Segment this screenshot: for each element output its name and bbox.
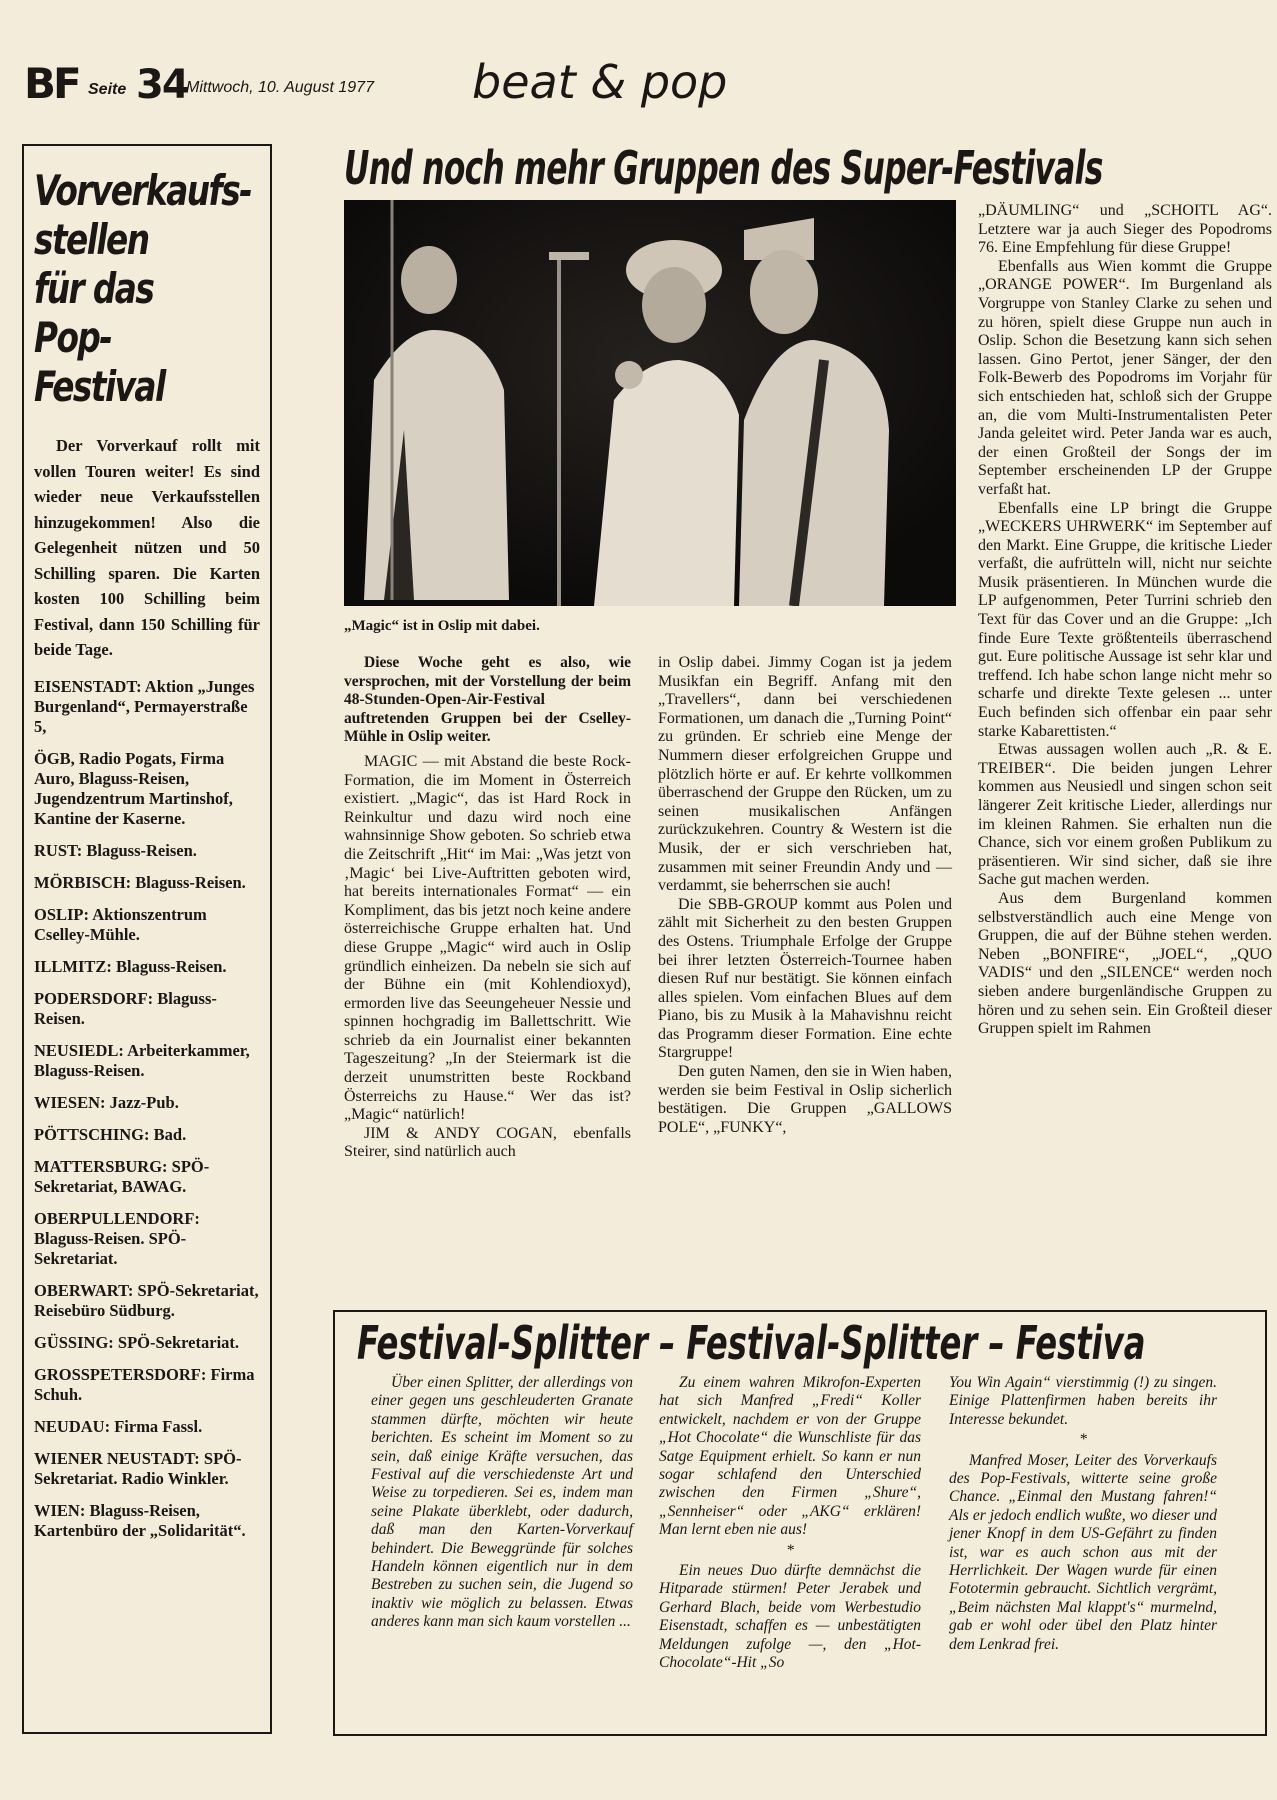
article-paragraph: in Oslip dabei. Jimmy Cogan ist ja jedem Musikfan ein Begriff. Anfang mit den „Travellers“, dann bei verschiedenen Formationen, um danach die „Turning Point“ zu gründen. Er schrieb eine Menge der Nummern dieser erfolgreichen Gruppe und plötzlich hörte er auf. Er kehrte vollkommen überraschend der Gruppe den Rücken, um zu seinen musikalischen Anfängen zurückzukehren. Country & Western ist die Musik, der er sich verschrieben hat, zusammen mit seiner Freundin Andy und — verdammt, sie beherrschen sie auch! xyxy=(658,654,952,895)
splitter-paragraph: Manfred Moser, Leiter des Vorverkaufs des Pop-Festivals, witterte seine große Chance. „Einmal den Mustang fahren!“ Als er jedoch endlich wußte, wo dieser und jener Knopf in dem US-Gefährt zu finden ist, war es auch schon aus mit der Herrlichkeit. Der Wagen wurde für einen Fototermin gebraucht. Sichtlich vergrämt, „Beim nächsten Mal klappt's“ murmelnd, gab er wohl oder übel den Platz hinter dem Lenkrad frei. xyxy=(949,1451,1217,1653)
sidebar-title xyxy=(34,166,260,411)
section-title: beat & pop xyxy=(472,55,728,109)
article-column-2 xyxy=(658,654,952,1137)
article-paragraph: „DÄUMLING“ und „SCHOITL AG“. Letztere war ja auch Sieger des Popodroms 76. Eine Empfehlung für diese Gruppe! xyxy=(978,202,1272,257)
sidebar-intro: Der Vorverkauf rollt mit vollen Touren weiter! Es sind wieder neue Verkaufsstellen hinzugekommen! Also die Gelegenheit nützen und 50 Schilling sparen. Die Karten kosten 100 Schilling beim Festival, dann 150 Schilling für beide Tage. xyxy=(34,436,260,659)
splitter-headline: Festival-Splitter – Festival-Splitter – Festiva xyxy=(357,1316,1146,1370)
photo-caption: „Magic“ ist in Oslip mit dabei. xyxy=(344,618,540,634)
sidebar-entries xyxy=(34,677,260,1541)
festival-splitter-box xyxy=(333,1310,1267,1736)
newspaper-logo: BF xyxy=(24,59,79,108)
article-paragraph: Aus dem Burgenland kommen selbstverständlich auch eine Menge von Gruppen, die auf der Bühne stehen werden. Neben „BONFIRE“, „JOEL“, „QUO VADIS“ und den „SILENCE“ werden noch sieben andere burgenländische Gruppen zu hören und zu sehen sein. Ein Großteil dieser Gruppen spielt im Rahmen xyxy=(978,889,1272,1038)
sales-point: WIENER NEUSTADT: SPÖ-Sekretariat. Radio Winkler. xyxy=(34,1448,242,1488)
sales-point: EISENSTADT: Aktion „Junges Burgenland“, Permayerstraße 5, xyxy=(34,676,255,736)
band-photo xyxy=(344,200,956,606)
sales-point: ILLMITZ: Blaguss-Reisen. xyxy=(34,956,227,976)
article-paragraph: Ebenfalls aus Wien kommt die Gruppe „ORANGE POWER“. Im Burgenland als Vorgruppe von Stanley Clarke zu sehen und zu hören, spielt diese Gruppe nun auch in Oslip. Schon die Besetzung kann sich sehen lassen. Gino Pertot, jener Sänger, der den Folk-Bewerb des Popodroms im Vorjahr für sich entschieden hat, schloß sich der Gruppe an, die vom Multi-Instrumentalisten Peter Janda geleitet wird. Peter Janda war es auch, der einen Großteil der Songs der im September erscheinenden LP der Gruppe verfaßt hat. xyxy=(978,257,1272,498)
sales-point: NEUDAU: Firma Fassl. xyxy=(34,1416,203,1436)
page-number: 34 xyxy=(136,62,188,108)
sales-point: GROSSPETERSDORF: Firma Schuh. xyxy=(34,1364,255,1404)
sidebar-title-line: stellen xyxy=(34,215,149,264)
sales-point: OBERWART: SPÖ-Sekretariat, Reisebüro Südburg. xyxy=(34,1280,259,1320)
splitter-column-3 xyxy=(949,1374,1217,1654)
sales-point: MÖRBISCH: Blaguss-Reisen. xyxy=(34,872,246,892)
sales-point: OSLIP: Aktionszentrum Cselley-Mühle. xyxy=(34,904,207,944)
masthead xyxy=(24,55,1104,112)
article-paragraph: MAGIC — mit Abstand die beste Rock-Formation, die im Moment in Österreich existiert. „Magic“, das ist Hard Rock in Reinkultur und dazu wird noch eine wahnsinnige Show geboten. So schrieb etwa die Zeitschrift „Hit“ im Mai: „Was jetzt von ‚Magic‘ bei Live-Auftritten geboten wird, hat bereits internationales Format“ — ein Kompliment, das bis jetzt noch keine andere österreichische Gruppe erhalten hat. Und diese Gruppe „Magic“ wird auch in Oslip gründlich einheizen. Da nebeln sie sich auf der Bühne ein (mit Kohlendioxyd), ermorden live das Seeungeheuer Nessie und spinnen hochgradig im Ballettschritt. Wie schrieb da ein Journalist einer bekannten Tageszeitung? „In der Steiermark ist die derzeit unumstritten beste Rockband Österreichs zu Hause.“ Wer das ist? „Magic“ natürlich! xyxy=(344,752,631,1124)
sales-point: NEUSIEDL: Arbeiterkammer, Blaguss-Reisen. xyxy=(34,1040,250,1080)
splitter-separator: * xyxy=(786,1541,794,1559)
sales-point: GÜSSING: SPÖ-Sekretariat. xyxy=(34,1332,240,1352)
article-paragraph: Den guten Namen, den sie in Wien haben, werden sie beim Festival in Oslip sicherlich bestätigen. Die Gruppen „GALLOWS POLE“, „FUNKY“, xyxy=(658,1063,952,1136)
sales-point: OBERPULLENDORF: Blaguss-Reisen. SPÖ-Sekretariat. xyxy=(34,1208,200,1268)
article-paragraph: JIM & ANDY COGAN, ebenfalls Steirer, sind natürlich auch xyxy=(344,1124,631,1161)
splitter-separator: * xyxy=(1079,1431,1087,1449)
magic-band-image xyxy=(344,200,956,606)
sales-point: WIEN: Blaguss-Reisen, Kartenbüro der „Solidarität“. xyxy=(34,1500,246,1540)
sales-point: WIESEN: Jazz-Pub. xyxy=(34,1092,179,1112)
article-headline: Und noch mehr Gruppen des Super-Festivals xyxy=(344,141,1103,195)
splitter-column-1 xyxy=(371,1374,633,1632)
sidebar-title-line: für das xyxy=(34,264,154,313)
article-paragraph: Die SBB-GROUP kommt aus Polen und zählt mit Sicherheit zu den besten Gruppen des Ostens. Triumphale Erfolge der Gruppe bei ihrer letzten Österreich-Tournee haben diesen Ruf nur bestätigt. Sie können einfach alles spielen. Vom einfachen Blues auf dem Piano, bis zu Musik à la Mahavishnu reicht das Programm dieser Formation. Eine echte Stargruppe! xyxy=(658,895,952,1062)
seite-label: Seite xyxy=(88,81,127,98)
article-paragraph: Ebenfalls eine LP bringt die Gruppe „WECKERS UHRWERK“ im September auf den Markt. Eine Gruppe, die kritische Lieder verfaßt, die aufrütteln will, nicht nur seichte Musik präsentieren. In München wurde die LP aufgenommen, Peter Turrini schrieb den Text für das Cover und an die Gruppe: „Ich finde Eure Texte größtenteils überraschend gut. Eure politische Aussage ist sehr klar und treffend. Ich habe schon lange nicht mehr so scharfe und direkte Texte gelesen ... unter Euch befinden sich offenbar ein paar sehr starke Kabarettisten.“ xyxy=(978,499,1272,740)
article-lead: Diese Woche geht es also, wie versprochen, mit der Vorstellung der beim 48-Stunden-Open-Air-Festival auftretenden Gruppen bei der Cselley-Mühle in Oslip weiter. xyxy=(344,654,631,746)
article-column-3 xyxy=(978,202,1272,1039)
splitter-paragraph: Ein neues Duo dürfte demnächst die Hitparade stürmen! Peter Jerabek und Gerhard Blach, beide vom Werbestudio Eisenstadt, schaffen es — unbestätigten Meldungen zufolge —, den „Hot-Chocolate“-Hit „So xyxy=(659,1562,921,1672)
sales-point: PODERSDORF: Blaguss-Reisen. xyxy=(34,988,217,1028)
splitter-column-2 xyxy=(659,1374,921,1673)
presale-sidebar xyxy=(22,144,272,1734)
article-paragraph: Etwas aussagen wollen auch „R. & E. TREIBER“. Die beiden jungen Lehrer kommen aus Neusiedl und singen schon seit längerer Zeit kritische Lieder, allerdings nur im kleinen Rahmen. Sie erhalten nun die Chance, sich vor einem großen Publikum zu präsentieren. Wir sind sicher, daß sie ihre Sache gut machen werden. xyxy=(978,741,1272,889)
issue-date: Mittwoch, 10. August 1977 xyxy=(186,79,374,96)
splitter-paragraph: You Win Again“ vierstimmig (!) zu singen. Einige Plattenfirmen haben bereits ihr Interesse bekundet. xyxy=(949,1374,1217,1428)
sidebar-title-line: Vorverkaufs- xyxy=(34,166,252,215)
sidebar-title-line: Pop-Festival xyxy=(34,313,165,411)
article-column-1 xyxy=(344,654,631,1162)
sales-point: ÖGB, Radio Pogats, Firma Auro, Blaguss-Reisen, Jugendzentrum Martinshof, Kantine der Kaserne. xyxy=(34,748,233,828)
sales-point: PÖTTSCHING: Bad. xyxy=(34,1124,187,1144)
sales-point: RUST: Blaguss-Reisen. xyxy=(34,840,197,860)
splitter-paragraph: Zu einem wahren Mikrofon-Experten hat sich Manfred „Fredi“ Koller entwickelt, nachdem er von der Gruppe „Hot Chocolate“ die Wunschliste für das Satge Equipment erhielt. So kann er nun sogar schlafend den Unterschied zwischen den Firmen „Shure“, „Sennheiser“ oder „AKG“ erklären! Man lernt eben nie aus! xyxy=(659,1374,921,1539)
splitter-paragraph: Über einen Splitter, der allerdings von einer gegen uns geschleuderten Granate stammen dürfte, möchten wir heute berichten. Es scheint im Moment so zu sein, daß einige Kräfte versuchen, das Festival auf die verschiedenste Art und Weise zu torpedieren. Sei es, indem man seine Plakate überklebt, oder dadurch, daß man den Karten-Vorverkauf behindert. Die Beweggründe für solches Handeln können eigentlich nur in dem Bestreben zu suchen sein, die Jugend so inaktiv wie möglich zu belassen. Etwas anderes kann man sich kaum vorstellen ... xyxy=(371,1374,633,1631)
sales-point: MATTERSBURG: SPÖ-Sekretariat, BAWAG. xyxy=(34,1156,210,1196)
